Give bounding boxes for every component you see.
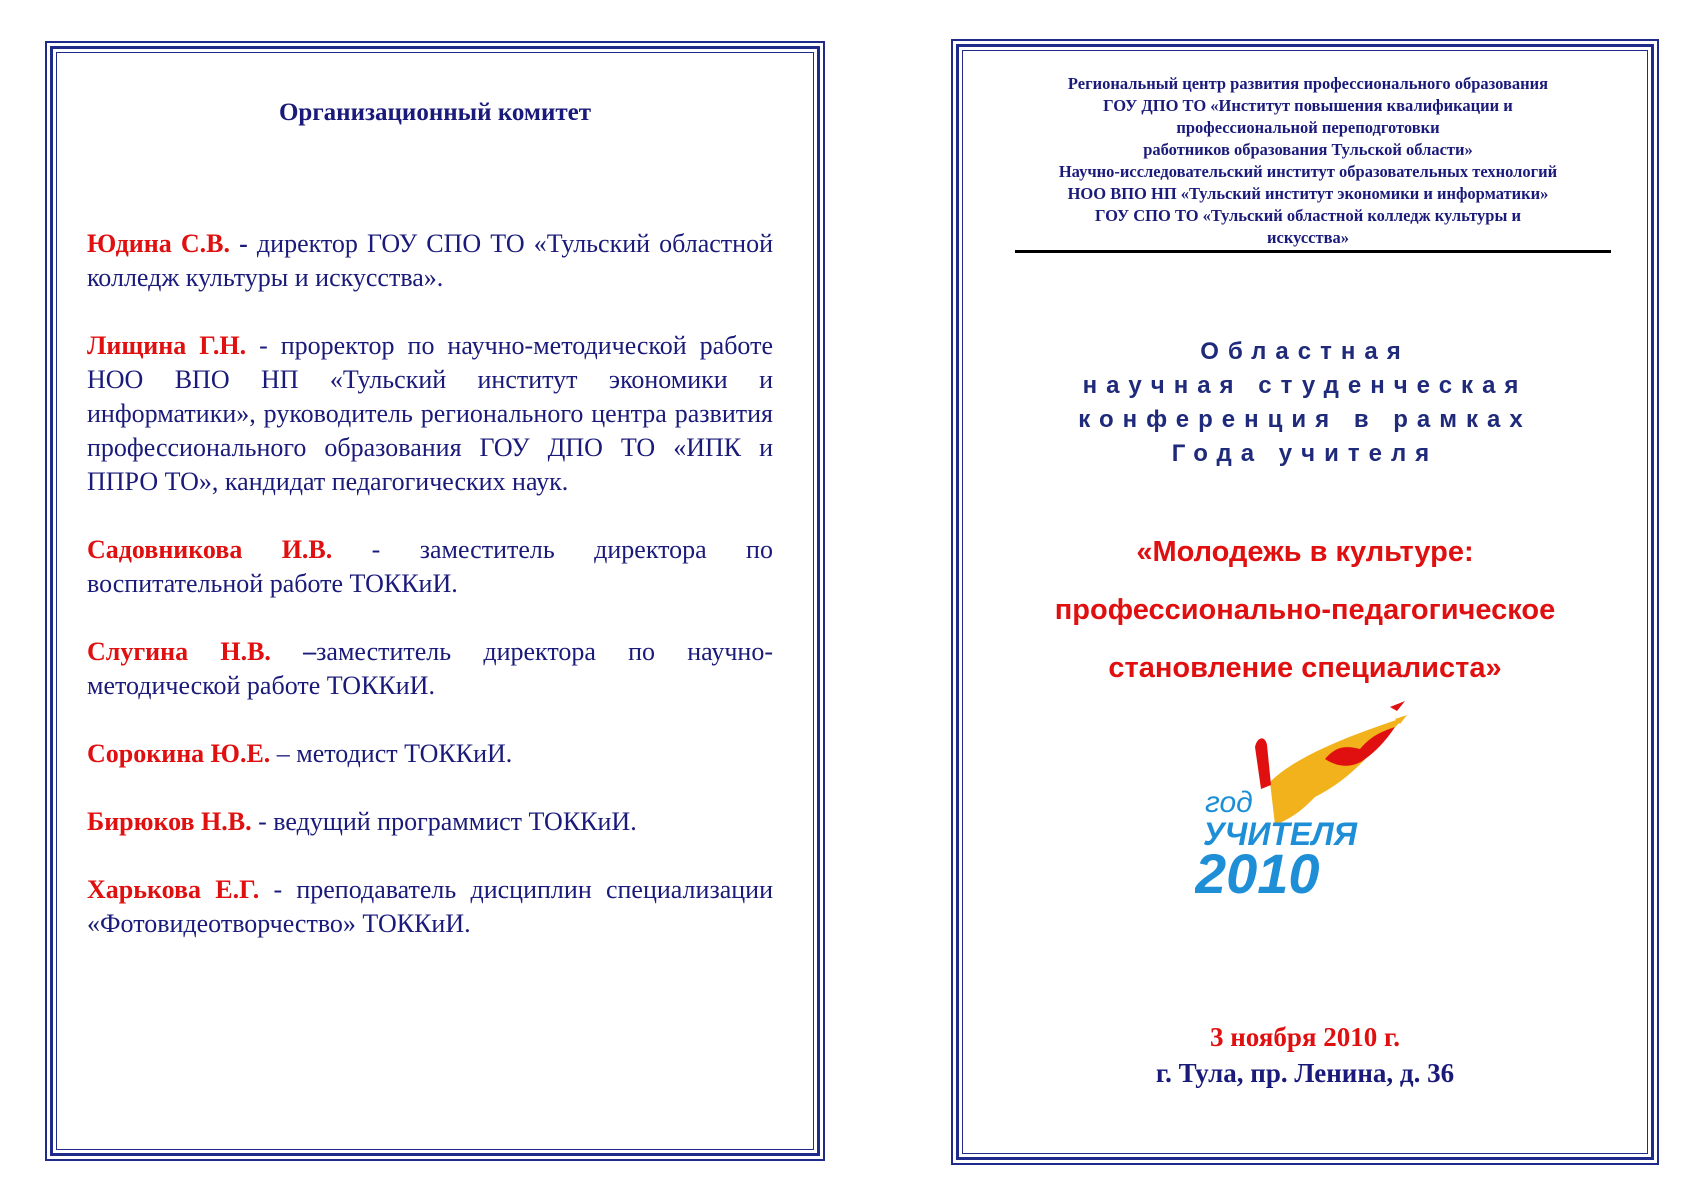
committee-member: Лищина Г.Н. - проректор по научно-методической работе НОО ВПО НП «Тульский институт экономики и информатики», руководитель регионального центра развития профессионального образования ГОУ ДПО ТО «ИПК и ППРО ТО», кандидат педагогических наук.	[87, 331, 773, 496]
header-line: Научно-исследовательский институт образовательных технологий	[1058, 162, 1558, 181]
member-name: Сорокина Ю.Е.	[87, 739, 271, 768]
conference-line: конференция в рамках	[1078, 406, 1532, 433]
header-line: НОО ВПО НП «Тульский институт экономики и информатики»	[1067, 184, 1549, 203]
committee-member: Харькова Е.Г. - преподаватель дисциплин специализации «Фотовидеотворчество» ТОККиИ.	[87, 875, 773, 938]
committee-member: Юдина С.В. - директор ГОУ СПО ТО «Тульский областной колледж культуры и искусства».	[87, 229, 773, 292]
conference-line: Областная	[1200, 338, 1410, 365]
conference-date: 3 ноября 2010 г.	[1210, 1022, 1400, 1052]
member-role: ведущий программист ТОККиИ.	[273, 807, 637, 836]
bird-icon	[1325, 727, 1395, 766]
member-role: проректор по научно-методической работе НОО ВПО НП «Тульский институт экономики и информатики», руководитель регионального центра развития профессионального образования ГОУ ДПО ТО «ИПК и ППРО ТО», кандидат педагогических наук.	[87, 331, 773, 496]
open-hand-icon	[1270, 717, 1405, 825]
organizing-committee-title: Организационный комитет	[278, 99, 592, 126]
member-name: Юдина С.В.	[87, 229, 230, 258]
member-role: методист ТОККиИ.	[296, 739, 513, 768]
member-role: заместитель директора по научно-методической работе ТОККиИ.	[87, 637, 774, 700]
header-line: искусства»	[1266, 228, 1349, 247]
conference-line: научная студенческая	[1082, 372, 1528, 399]
committee-member: Сорокина Ю.Е. – методист ТОККиИ.	[87, 739, 513, 768]
conference-theme	[959, 523, 1651, 697]
organizers-header	[1013, 73, 1603, 249]
header-line: ГОУ СПО ТО «Тульский областной колледж культуры и	[1095, 206, 1521, 225]
small-bird-icon	[1390, 701, 1405, 711]
member-name: Харькова Е.Г.	[87, 875, 260, 904]
logo-word-teacher: УЧИТЕЛЯ	[1203, 816, 1357, 852]
book-page-icon	[1255, 738, 1271, 789]
committee-member: Садовникова И.В. - заместитель директора по воспитательной работе ТОККиИ.	[87, 535, 773, 598]
conference-line: Года учителя	[1171, 440, 1439, 467]
tiny-bird-icon	[1395, 715, 1407, 724]
left-page	[50, 46, 820, 1156]
member-name: Слугина Н.В.	[87, 637, 271, 666]
member-name: Садовникова И.В.	[87, 535, 333, 564]
conference-address: г. Тула, пр. Ленина, д. 36	[1155, 1058, 1455, 1088]
conference-title	[959, 335, 1651, 471]
right-page-cover	[956, 44, 1654, 1160]
theme-line: профессионально-педагогическое	[1054, 594, 1556, 626]
header-divider	[1015, 250, 1611, 253]
header-line: ГОУ ДПО ТО «Институт повышения квалификации и	[1103, 96, 1513, 115]
committee-member: Слугина Н.В. –заместитель директора по научно-методической работе ТОККиИ.	[87, 637, 774, 700]
header-line: Региональный центр развития профессионального образования	[1067, 74, 1549, 93]
member-name: Лищина Г.Н.	[87, 331, 247, 360]
header-line: профессиональной переподготовки	[1176, 118, 1440, 137]
theme-line: «Молодежь в культуре:	[1136, 536, 1474, 568]
year-of-teacher-logo	[1195, 697, 1425, 897]
member-role: директор ГОУ СПО ТО «Тульский областной колледж культуры и искусства».	[87, 229, 773, 292]
committee-member-list	[87, 227, 773, 975]
header-line: работников образования Тульской области»	[1143, 140, 1473, 159]
theme-line: становление специалиста»	[1108, 652, 1502, 684]
member-name: Бирюков Н.В.	[87, 807, 252, 836]
logo-word-year: год	[1205, 786, 1253, 819]
committee-member: Бирюков Н.В. - ведущий программист ТОККиИ.	[87, 807, 637, 836]
member-role: заместитель директора по воспитательной работе ТОККиИ.	[87, 535, 773, 598]
member-role: преподаватель дисциплин специализации «Фотовидеотворчество» ТОККиИ.	[87, 875, 773, 938]
logo-year: 2010	[1195, 842, 1320, 897]
